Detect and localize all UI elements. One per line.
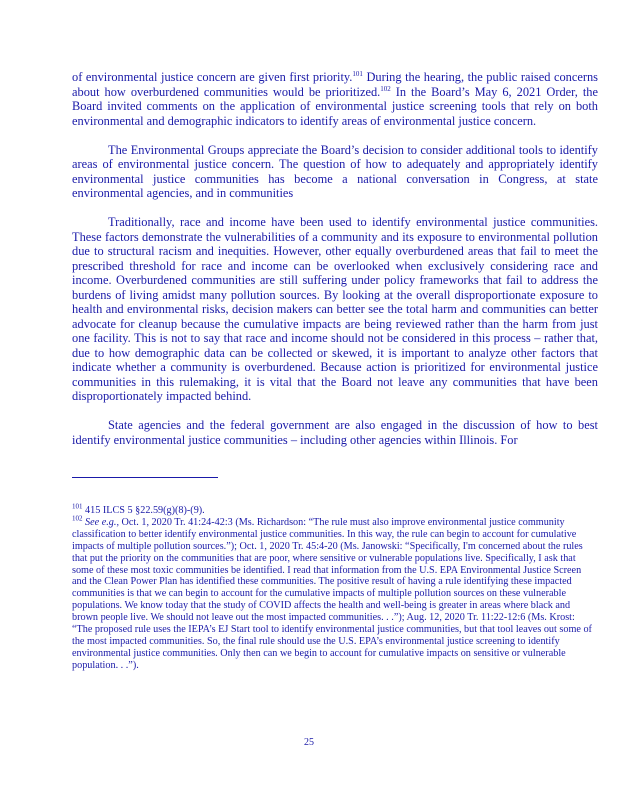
paragraph-1: of environmental justice concern are given first priority.$^{101}$ During the hearing, the public raised concerns about how overburdened communities would be prioritized.$^{102}$ In the Board’s May 6, 2021 Order, the Board invited comments on the application of environmental justice screening tools that rely on both environmental and demographic indicators to identify areas of environmental justice concern. (72, 69, 599, 128)
footnote-101 (72, 502, 592, 517)
paragraph-2: The Environmental Groups appreciate the Board’s decision to consider additional tools to identify areas of environmental justice concern. The question of how to adequately and appropriately identify environmental justice communities has become a national conversation in Congress, at state environmental agencies, and in communities (72, 142, 598, 200)
footnote-separator (72, 477, 218, 478)
footnote-102 (72, 514, 592, 672)
paragraph-4: State agencies and the federal government are also engaged in the discussion of how to best identify environmental justice communities – including other agencies within Illinois. For (72, 418, 598, 447)
footnote-text: 415 ILCS 5 §22.59(g)(8)-(9). (82, 505, 205, 516)
footnote-see-signal: See e.g., (85, 516, 119, 528)
footnote-ref-101[interactable]: 101 (352, 69, 363, 78)
page-number: 25 (304, 737, 314, 748)
footnote-ref-102[interactable]: 102 (380, 84, 391, 93)
footnotes (72, 502, 592, 672)
footnote-number: 101 (72, 502, 83, 511)
footnote-number: 102 (72, 514, 83, 523)
paragraph-3: Traditionally, race and income have been used to identify environmental justice communities. These factors demonstrate the vulnerabilities of a community and its exposure to environmental pollution due to structural racism and inequities. However, other equally overburdened areas that fail to meet the prescribed threshold for race and income can be overlooked when exclusively considering race and income. Overburdened communities are still suffering under policy frameworks that fail to address the burdens of living amidst many pollution sources. By looking at the overall disproportionate exposure to health and environmental risks, decision makers can better see the total harm and communities can better advocate for cleanup because the cumulative impacts are being reviewed rather than the harm from just one facility. This is not to say that race and income should not be considered in this process – rather that, due to how demographic data can be collected or skewed, it is important to analyze other factors that indicate whether a community is overburdened. Because action is prioritized for environmental justice communities in this rulemaking, it is vital that the Board not leave any communities that have been disproportionately impacted behind. (72, 215, 598, 403)
body-text (72, 70, 598, 447)
footnote-text: Oct. 1, 2020 Tr. 41:24-42:3 (Ms. Richardson: “The rule must also improve environmental justice community classification to better identify environmental justice communities. In this way, the rule can begin to account for cumulative impacts of multiple pollution sources.”); Oct. 1, 2020 Tr. 45:4-20 (Ms. Janowski: “Specifically, I'm concerned about the rules that put the priority on the communities that are poor, where sensitive or vulnerable populations live. Specifically, I ask that some of these most toxic communities be identified. I read that information from the U.S. EPA Environmental Justice Screen and the Clean Power Plan has identified these communities. The positive result of having a rule identifying these impacted communities is that we can begin to account for the cumulative impacts of multiple pollution sources on these vulnerable populations. We know today that the study of COVID affects the health and well-being is greater in areas where black and brown people live. We should not leave out the most impacted communities. . .”); Aug. 12, 2020 Tr. 11:22-12:6 (Ms. Krost: “The proposed rule uses the IEPA’s EJ Start tool to identify environmental justice communities, but that tool leaves out some of the most impacted communities. So, the final rule should use the U.S. EPA’s environmental justice screening to identify environmental justice communities. Only then can we begin to account for cumulative impacts on sensitive or vulnerable population. . .”). (72, 516, 592, 671)
